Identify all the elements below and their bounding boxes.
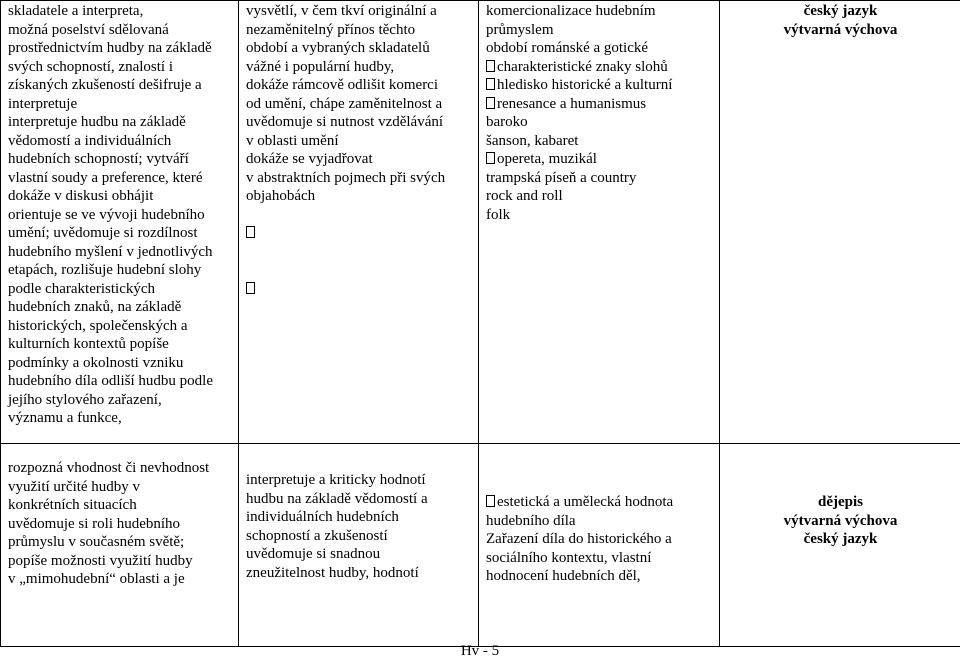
topic-text: sociálního kontextu, vlastní — [486, 549, 652, 566]
topic-text: charakteristické znaky slohů — [497, 58, 668, 75]
outcome-line: vlastní soudy a preference, které — [8, 169, 203, 186]
checkbox-icon — [486, 152, 495, 164]
outcome-line: získaných zkušeností dešifruje a — [8, 77, 202, 93]
topic-line — [486, 567, 713, 586]
cross-subject-links-cell — [720, 444, 960, 647]
explanation-line: individuálních hudebních — [246, 509, 399, 525]
topic-line — [486, 58, 713, 77]
explanation-line: vážné i populární hudby, — [246, 58, 395, 75]
topic-line — [486, 113, 713, 132]
explanation-line: uvědomuje si nutnost vzdělávání — [246, 114, 444, 130]
outcome-line: významu a funkce, — [8, 410, 122, 426]
cross-subject-link: dějepis — [818, 494, 863, 510]
outcome-line: vědomostí a individuálních — [8, 132, 172, 149]
topic-text: hudebního díla — [486, 512, 576, 529]
topic-text: folk — [486, 206, 511, 223]
outcome-line: hudebních znaků, na základě — [8, 299, 182, 315]
topic-text: renesance a humanismus — [497, 95, 647, 112]
checkbox-icon — [486, 60, 495, 72]
outcome-line: hudebních schopností; vytváří — [8, 151, 189, 167]
topic-line — [486, 187, 713, 206]
checkbox-icon — [246, 226, 255, 238]
explanation-line: dokáže rámcově odlišit komerci — [246, 77, 439, 93]
topic-line — [486, 95, 713, 114]
outcome-line: v „mimohudební“ oblasti a je — [8, 571, 185, 587]
outcome-line: uvědomuje si roli hudebního — [8, 515, 181, 532]
explanation-line: dokáže se vyjadřovat — [246, 151, 373, 167]
checkbox-icon — [486, 495, 495, 507]
outcome-line: popíše možnosti využití hudby — [8, 552, 193, 569]
topic-text: průmyslem — [486, 21, 554, 38]
cross-subject-link: výtvarná výchova — [783, 512, 898, 529]
topic-line — [486, 21, 713, 40]
outcome-line: interpretuje — [8, 95, 78, 112]
topic-text: opereta, muzikál — [497, 151, 597, 167]
explanation-line: v oblasti umění — [246, 132, 339, 149]
outcome-line: interpretuje hudbu na základě — [8, 114, 186, 130]
explanation-line: v abstraktních pojmech při svých — [246, 169, 446, 186]
bullet-line — [246, 224, 472, 243]
outcomes-cell — [1, 1, 239, 444]
explanation-line: objahobách — [246, 188, 316, 204]
topic-text: komercionalizace hudebním — [486, 3, 656, 19]
outcome-line: podmínky a okolnosti vzniku — [8, 354, 184, 371]
outcome-line: hudebního díla odliší hudbu podle — [8, 373, 213, 389]
outcome-line: využití určité hudby v — [8, 478, 141, 495]
topic-line — [486, 549, 713, 568]
topic-text: hledisko historické a kulturní — [497, 77, 673, 93]
explanation-line: vysvětlí, v čem tkví originální a — [246, 3, 437, 19]
explanation-line: uvědomuje si snadnou — [246, 546, 381, 562]
explanations-cell — [239, 1, 479, 444]
outcome-line: dokáže v diskusi obhájit — [8, 188, 154, 204]
topic-line — [486, 132, 713, 151]
topics-cell — [479, 1, 720, 444]
topic-line — [486, 493, 713, 512]
table-row — [1, 444, 960, 647]
checkbox-icon — [486, 78, 495, 90]
outcome-line: etapách, rozlišuje hudební slohy — [8, 262, 202, 278]
checkbox-icon — [246, 282, 255, 294]
outcome-line: konkrétních situacích — [8, 497, 137, 513]
topic-text: šanson, kabaret — [486, 132, 579, 149]
outcome-line: umění; uvědomuje si rozdílnost — [8, 225, 198, 241]
explanation-line: hudbu na základě vědomostí a — [246, 490, 428, 507]
topic-line — [486, 530, 713, 549]
cross-subject-links-cell — [720, 1, 960, 444]
topic-line — [486, 206, 713, 225]
topic-text: trampská píseň a country — [486, 169, 637, 186]
topic-line — [486, 150, 713, 169]
explanation-line: schopností a zkušeností — [246, 527, 388, 544]
topic-text: baroko — [486, 114, 528, 130]
topic-line — [486, 39, 713, 58]
outcome-line: svých schopností, znalostí i — [8, 58, 173, 75]
outcome-line: jejího stylového zařazení, — [8, 391, 162, 408]
outcome-line: možná poselství sdělovaná — [8, 21, 169, 38]
bullet-line — [246, 280, 472, 299]
explanation-line: interpretuje a kriticky hodnotí — [246, 472, 426, 488]
topic-line — [486, 169, 713, 188]
outcome-line: historických, společenských a — [8, 317, 188, 334]
topic-line — [486, 512, 713, 531]
topic-line — [486, 2, 713, 21]
outcome-line: průmyslu v současném světě; — [8, 534, 185, 550]
checkbox-icon — [486, 97, 495, 109]
outcome-line: rozpozná vhodnost či nevhodnost — [8, 460, 210, 476]
explanation-line: období a vybraných skladatelů — [246, 40, 430, 56]
topic-text: hodnocení hudebních děl, — [486, 568, 641, 584]
outcome-line: podle charakteristických — [8, 280, 156, 297]
topic-text: estetická a umělecká hodnota — [497, 494, 674, 510]
outcomes-cell — [1, 444, 239, 647]
cross-subject-link: výtvarná výchova — [783, 21, 898, 38]
outcome-line: prostřednictvím hudby na základě — [8, 40, 212, 56]
topic-line — [486, 76, 713, 95]
explanation-line: zneužitelnost hudby, hodnotí — [246, 564, 419, 581]
page-number: Hv - 5 — [460, 643, 500, 659]
outcome-line: skladatele a interpreta, — [8, 3, 144, 19]
outcome-line: kulturních kontextů popíše — [8, 336, 169, 352]
explanations-cell — [239, 444, 479, 647]
cross-subject-link: český jazyk — [803, 3, 878, 19]
topic-text: Zařazení díla do historického a — [486, 531, 672, 547]
outcome-line: orientuje se ve vývoji hudebního — [8, 206, 205, 223]
explanation-line: nezaměnitelný přínos těchto — [246, 21, 416, 38]
table-row — [1, 1, 960, 444]
explanation-line: od umění, chápe zaměnitelnost a — [246, 95, 443, 112]
outcome-line: hudebního myšlení v jednotlivých — [8, 243, 213, 260]
topic-text: období románské a gotické — [486, 40, 649, 56]
topic-text: rock and roll — [486, 188, 563, 204]
topics-cell — [479, 444, 720, 647]
cross-subject-link: český jazyk — [803, 531, 878, 547]
